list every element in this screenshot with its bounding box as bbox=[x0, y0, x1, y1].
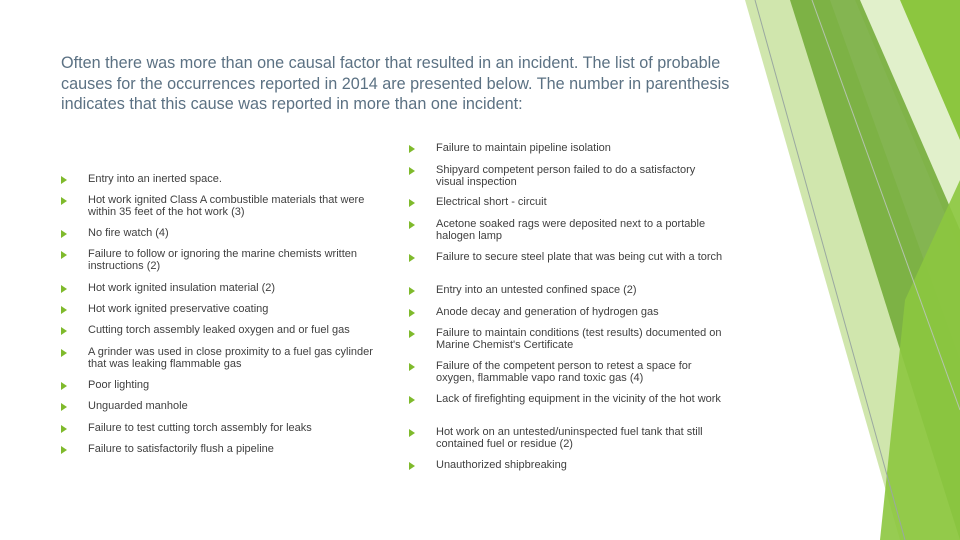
bullet-icon bbox=[61, 425, 67, 433]
bullet-icon bbox=[409, 221, 415, 229]
bullet-icon bbox=[61, 327, 67, 335]
bullet-icon bbox=[409, 429, 415, 437]
bullet-icon bbox=[61, 197, 67, 205]
bullet-icon bbox=[61, 230, 67, 238]
bullet-icon bbox=[409, 462, 415, 470]
bullet-icon bbox=[61, 251, 67, 259]
slide-title: Often there was more than one causal factor that resulted in an incident. The list of probable causes for the occurrences reported in 2014 are presented below. The number in parenthesis indicates that this cause was reported in more than one incident: bbox=[61, 54, 730, 113]
bullet-icon bbox=[61, 403, 67, 411]
right-cause-list: Failure to maintain pipeline isolation Shipyard competent person failed to do a satisfactory visual inspection Electrical short - circuit Acetone soaked rags were deposited next to a portable halogen lamp Failure to secure steel plate that was being cut with a torch Entry into an untested confined space (2) Anode decay and generation of hydrogen gas Failure to maintain conditions (test results) documented on Marine Chemist's Certificate Failure of the competent person to retest a space for oxygen, flammable vapo rand toxic gas (4) Lack of firefighting equipment in the vicinity of the hot work Hot work on an untested/uninspected fuel tank that still contained fuel or residue (2) Unauthorized shipbreaking bbox=[409, 0, 729, 540]
bullet-icon bbox=[61, 306, 67, 314]
bullet-icon bbox=[409, 145, 415, 153]
bullet-icon bbox=[409, 309, 415, 317]
bullet-icon bbox=[409, 167, 415, 175]
bullet-icon bbox=[61, 176, 67, 184]
bullet-icon bbox=[409, 254, 415, 262]
bullet-icon bbox=[61, 382, 67, 390]
bullet-icon bbox=[61, 285, 67, 293]
bullet-icon bbox=[61, 446, 67, 454]
bullet-icon bbox=[409, 363, 415, 371]
bullet-icon bbox=[409, 287, 415, 295]
bullet-icon bbox=[61, 349, 67, 357]
left-cause-list: Entry into an inerted space. Hot work ignited Class A combustible materials that were within 35 feet of the hot work (3) No fire watch (4) Failure to follow or ignoring the marine chemists written instructions (2) Hot work ignited insulation material (2) Hot work ignited preservative coating Cutting torch assembly leaked oxygen and or fuel gas A grinder was used in close proximity to a fuel gas cylinder that was leaking flammable gas Poor lighting Unguarded manhole Failure to test cutting torch assembly for leaks Failure to satisfactorily flush a pipeline bbox=[61, 0, 391, 540]
bullet-icon bbox=[409, 396, 415, 404]
bullet-icon bbox=[409, 199, 415, 207]
bullet-icon bbox=[409, 330, 415, 338]
